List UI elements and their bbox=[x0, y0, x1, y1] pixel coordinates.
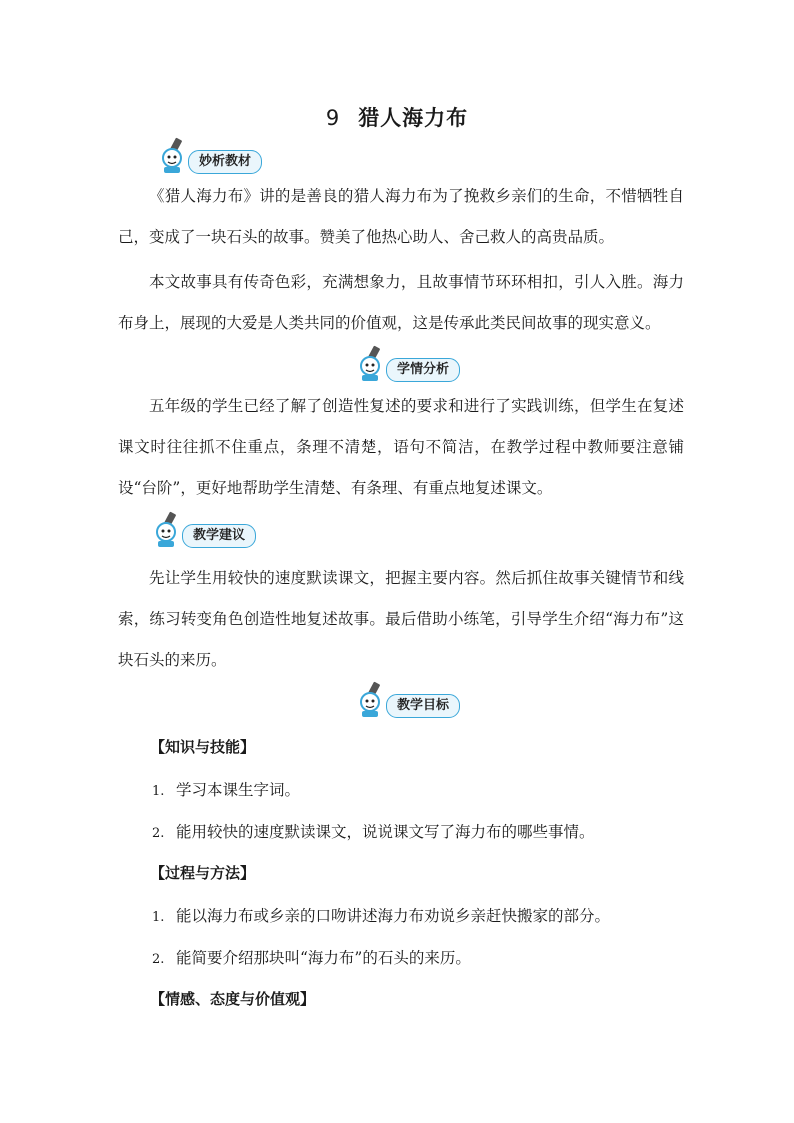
item-text: 能简要介绍那块叫“海力布”的石头的来历。 bbox=[176, 949, 471, 967]
goal-item bbox=[152, 820, 595, 842]
goal-heading-process: 【过程与方法】 bbox=[150, 864, 256, 882]
section-badge-analysis bbox=[158, 136, 278, 176]
goal-item bbox=[152, 904, 610, 926]
goal-heading-emotion: 【情感、态度与价值观】 bbox=[150, 990, 316, 1008]
badge-label: 妙析教材 bbox=[188, 150, 262, 174]
paragraph: 《猎人海力布》讲的是善良的猎人海力布为了挽救乡亲们的生命，不惜牺牲自己，变成了一块石头的故事。赞美了他热心助人、舍己救人的高贵品质。 bbox=[118, 187, 684, 246]
item-number: 1. bbox=[152, 910, 165, 925]
goal-heading-knowledge: 【知识与技能】 bbox=[150, 738, 256, 756]
badge-label: 学情分析 bbox=[386, 358, 460, 382]
badge-label: 教学目标 bbox=[386, 694, 460, 718]
section-badge-suggestion bbox=[152, 510, 272, 550]
section-badge-students bbox=[356, 344, 476, 384]
paragraph: 先让学生用较快的速度默读课文，把握主要内容。然后抓住故事关键情节和线索，练习转变角色创造性地复述故事。最后借助小练笔，引导学生介绍“海力布”这块石头的来历。 bbox=[118, 569, 684, 669]
item-number: 2. bbox=[152, 826, 165, 841]
item-text: 学习本课生字词。 bbox=[176, 781, 301, 799]
item-number: 1. bbox=[152, 784, 165, 799]
lesson-number: 9 bbox=[325, 106, 341, 130]
page-title bbox=[0, 102, 794, 132]
paragraph: 五年级的学生已经了解了创造性复述的要求和进行了实践训练，但学生在复述课文时往往抓不住重点，条理不清楚，语句不简洁，在教学过程中教师要注意铺设“台阶”，更好地帮助学生清楚、有条理、有重点地复述课文。 bbox=[118, 397, 684, 497]
lesson-title: 猎人海力布 bbox=[358, 106, 469, 130]
item-text: 能以海力布或乡亲的口吻讲述海力布劝说乡亲赶快搬家的部分。 bbox=[176, 907, 611, 925]
goal-item bbox=[152, 778, 300, 800]
paragraph: 本文故事具有传奇色彩，充满想象力，且故事情节环环相扣，引人入胜。海力布身上，展现的大爱是人类共同的价值观，这是传承此类民间故事的现实意义。 bbox=[118, 273, 684, 332]
badge-label: 教学建议 bbox=[182, 524, 256, 548]
item-text: 能用较快的速度默读课文，说说课文写了海力布的哪些事情。 bbox=[176, 823, 595, 841]
item-number: 2. bbox=[152, 952, 165, 967]
section-badge-goals bbox=[356, 680, 476, 720]
goal-item bbox=[152, 946, 471, 968]
